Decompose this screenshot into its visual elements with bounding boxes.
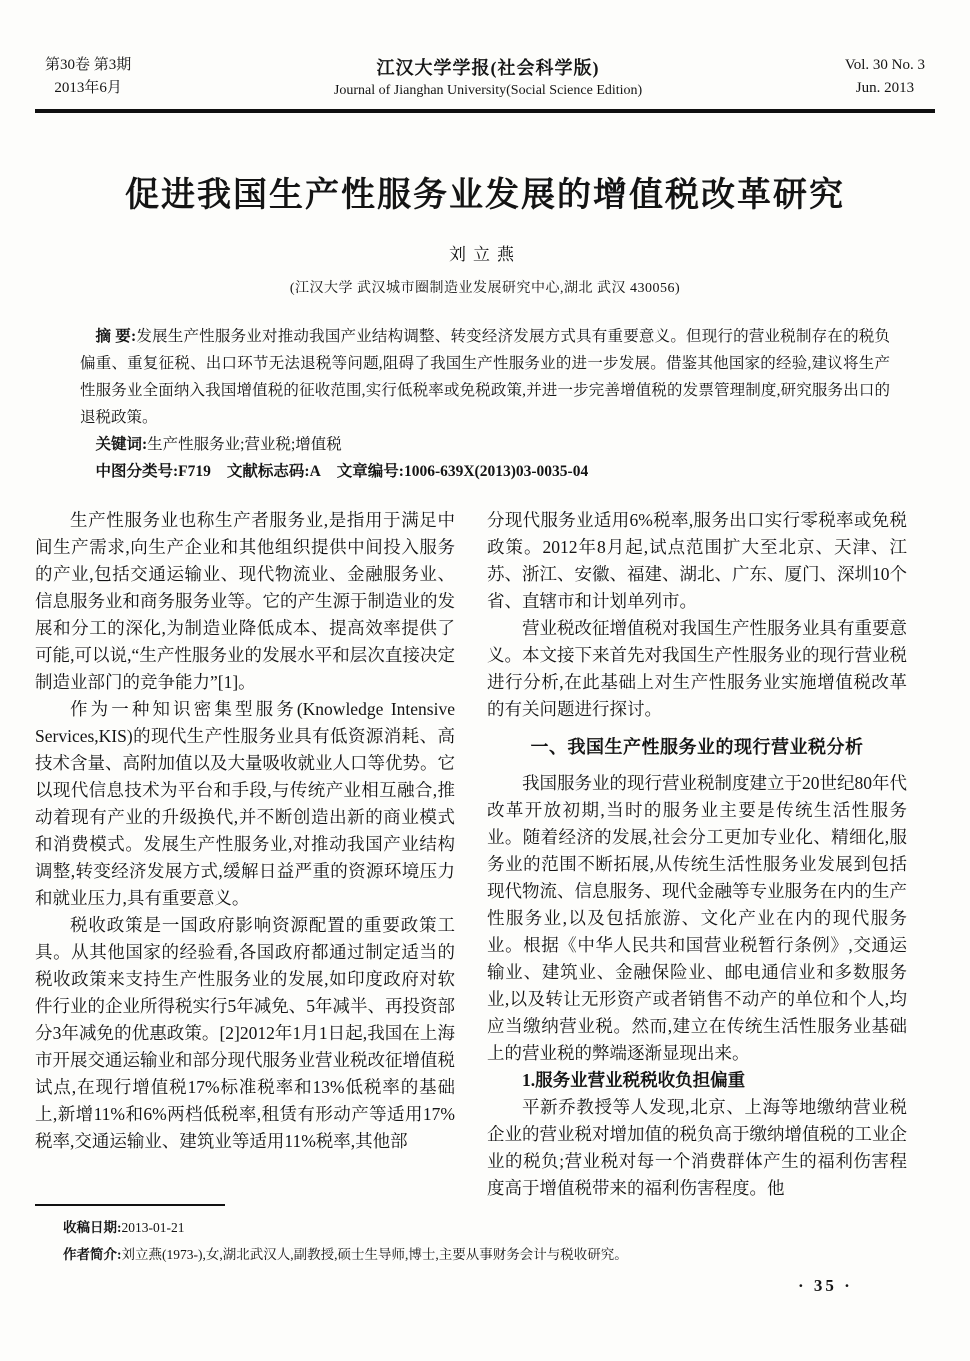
date-cn: 2013年6月 [54,80,122,96]
abstract-paragraph [80,323,890,431]
right-column [487,507,907,1202]
header-rule [35,109,935,113]
sub-heading: 1.服务业营业税税收负担偏重 [522,1070,746,1090]
article-title: 促进我国生产性服务业发展的增值税改革研究 [125,177,845,214]
header-right-block [845,54,925,100]
header-center-block [131,54,845,99]
footnote-rule [35,1204,225,1206]
body-paragraph: 平新乔教授等人发现,北京、上海等地缴纳营业税企业的营业税对增加值的税负高于缴纳增值税的工业企业的税负;营业税对每一个消费群体产生的福利伤害程度高于增值税带来的福利伤害程度。他 [487,1097,907,1198]
body-paragraph: 我国服务业的现行营业税制度建立于20世纪80年代改革开放初期,当时的服务业主要是传统生活性服务业。随着经济的发展,社会分工更加专业化、精细化,服务业的范围不断拓展,从传统生活性服务业发展到包括现代物流、信息服务、现代金融等专业服务在内的生产性服务业,以及包括旅游、文化产业在内的现代服务业。根据《中华人民共和国营业税暂行条例》,交通运输业、建筑业、金融保险业、邮电通信业和多数服务业,以及转让无形资产或者销售不动产的单位和个人,均应当缴纳营业税。然而,建立在传统生活性服务业基础上的营业税的弊端逐渐显现出来。 [487,773,907,1063]
article-id-value: 1006-639X(2013)03-0035-04 [403,463,589,480]
abstract-label: 摘 要: [95,328,137,345]
keywords-line [80,431,890,458]
received-date-value: 2013-01-21 [121,1220,185,1235]
section-heading: 一、我国生产性服务业的现行营业税分析 [530,737,864,757]
page-number: · 35 · [798,1276,853,1295]
journal-title-cn: 江汉大学学报(社会科学版) [376,58,600,78]
body-paragraph: 营业税改征增值税对我国生产性服务业具有重要意义。本文接下来首先对我国生产性服务业的现行营业税进行分析,在此基础上对生产性服务业实施增值税改革的有关问题进行探讨。 [487,618,907,719]
volume-issue-en: Vol. 30 No. 3 [844,57,925,73]
date-en: Jun. 2013 [855,80,915,96]
volume-issue-cn: 第30卷 第3期 [45,57,132,73]
doc-code-value: A [309,463,321,480]
author-bio-text: 刘立燕(1973-),女,湖北武汉人,副教授,硕士生导师,博士,主要从事财务会计与税收研究。 [121,1247,628,1262]
author-affiliation: (江汉大学 武汉城市圈制造业发展研究中心,湖北 武汉 430056) [289,281,681,296]
body-paragraph: 税收政策是一国政府影响资源配置的重要政策工具。从其他国家的经验看,各国政府都通过制定适当的税收政策来支持生产性服务业的发展,如印度政府对软件行业的企业所得税实行5年减免、5年减半、再投资部分3年减免的优惠政策。[2]2012年1月1日起,我国在上海市开展交通运输业和部分现代服务业营业税改征增值税试点,在现行增值税17%标准税率和13%低税率的基础上,新增11%和6%两档低税率,租赁有形动产等适用17%税率,交通运输业、建筑业等适用11%税率,其他部 [35,915,455,1151]
body-paragraph-continued: 分现代服务业适用6%税率,服务出口实行零税率或免税政策。2012年8月起,试点范围扩大至北京、天津、江苏、浙江、安徽、福建、湖北、广东、厦门、深圳10个省、直辖市和计划单列市。 [487,510,907,611]
journal-header [35,50,935,100]
left-column [35,507,455,1202]
abstract-text: 发展生产性服务业对推动我国产业结构调整、转变经济发展方式具有重要意义。但现行的营业税制存在的税负偏重、重复征税、出口环节无法退税等问题,阻碍了我国生产性服务业的进一步发展。借鉴其他国家的经验,建议将生产性服务业全面纳入我国增值税的征收范围,实行低税率或免税政策,并进一步完善增值税的发票管理制度,研究服务出口的退税政策。 [80,328,890,426]
abstract-block [80,323,890,485]
clc-label: 中图分类号: [95,463,179,480]
author-name: 刘立燕 [449,245,521,264]
header-left-block [45,54,131,100]
body-paragraph: 作为一种知识密集型服务(Knowledge Intensive Services,KIS)的现代生产性服务业具有低资源消耗、高技术含量、高附加值以及大量吸收就业人口等优势。它以现代信息技术为平台和手段,与传统产业相互融合,推动着现有产业的升级换代,并不断创造出新的商业模式和消费模式。发展生产性服务业,对推动我国产业结构调整,转变经济发展方式,缓解日益严重的资源环境压力和就业压力,具有重要意义。 [35,699,455,908]
received-date-label: 收稿日期: [63,1220,122,1235]
keywords-label: 关键词: [95,436,148,453]
keywords-text: 生产性服务业;营业税;增值税 [147,436,342,453]
footnote-area [35,1204,935,1268]
doc-code-label: 文献标志码: [226,463,310,480]
classification-line [80,458,890,485]
author-bio-label: 作者简介: [63,1247,122,1262]
clc-value: F719 [178,463,211,480]
author-bio-line [35,1241,935,1268]
article-id-label: 文章编号: [336,463,404,480]
journal-title-en: Journal of Jianghan University(Social Science Edition) [333,83,643,98]
body-columns [35,507,935,1202]
received-date-line [35,1214,935,1241]
body-paragraph: 生产性服务业也称生产者服务业,是指用于满足中间生产需求,向生产企业和其他组织提供中间投入服务的产业,包括交通运输业、现代物流业、金融服务业、信息服务业和商务服务业等。它的产生源于制造业的发展和分工的深化,为制造业降低成本、提高效率提供了可能,可以说,“生产性服务业的发展水平和层次直接决定制造业部门的竞争能力”[1]。 [35,510,455,692]
